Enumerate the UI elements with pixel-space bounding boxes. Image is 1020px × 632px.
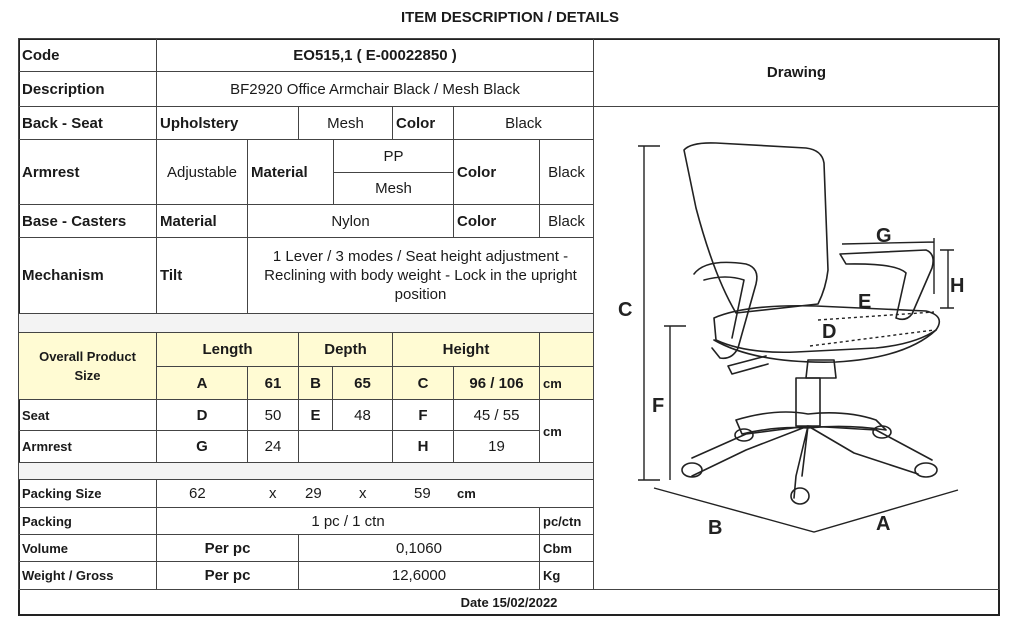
spacer-row-2: [18, 462, 594, 480]
description-value: BF2920 Office Armchair Black / Mesh Black: [156, 71, 594, 107]
base-material-label: Material: [156, 204, 248, 238]
packing-size-row: [156, 479, 594, 508]
upholstery-label: Upholstery: [156, 106, 299, 140]
dim-letter-e: E: [858, 291, 872, 313]
packing-unit-label: pc/ctn: [539, 507, 594, 535]
volume-unit: Cbm: [539, 534, 594, 562]
dim-f-label: F: [392, 399, 454, 431]
caster-left: [682, 463, 702, 477]
dim-b-value: 65: [332, 366, 393, 400]
page-title: ITEM DESCRIPTION / DETAILS: [400, 9, 620, 26]
dim-c-label: C: [392, 366, 454, 400]
overall-unit: cm: [539, 366, 594, 400]
depth-header: Depth: [298, 332, 393, 367]
dim-letter-b: B: [708, 517, 723, 539]
packing-width: 29: [305, 485, 322, 502]
base-color-label: Color: [453, 204, 540, 238]
dim-letter-a: A: [876, 513, 891, 535]
packing-length: 62: [189, 485, 206, 502]
armrest-type: Adjustable: [156, 139, 248, 205]
chair-lever: [728, 356, 768, 374]
back-seat-color-label: Color: [392, 106, 454, 140]
volume-per: Per pc: [156, 534, 299, 562]
description-label: Description: [18, 71, 157, 107]
dim-a-label: A: [156, 366, 248, 400]
height-header-blank: [539, 332, 594, 367]
height-header: Height: [392, 332, 540, 367]
spacer-row: [18, 313, 594, 333]
armrest-color-label: Color: [453, 139, 540, 205]
chair-base-hub: [736, 412, 886, 434]
dim-letter-c: C: [618, 299, 633, 321]
dim-a-value: 61: [247, 366, 299, 400]
weight-unit: Kg: [539, 561, 594, 590]
caster-back-right: [873, 426, 891, 438]
chair-base-legs: [692, 426, 932, 498]
packing-value: 1 pc / 1 ctn: [156, 507, 540, 535]
back-seat-color-value: Black: [453, 106, 594, 140]
base-casters-label: Base - Casters: [18, 204, 157, 238]
mechanism-label: Mechanism: [18, 237, 157, 314]
packing-x-2: x: [359, 485, 367, 502]
dim-letter-f: F: [652, 395, 665, 417]
armrest-material-mesh: Mesh: [333, 172, 454, 205]
armrest-blank: [298, 430, 393, 463]
chair-gas-cylinder: [796, 378, 820, 426]
dim-b-label: B: [298, 366, 333, 400]
mechanism-type: Tilt: [156, 237, 248, 314]
packing-height: 59: [414, 485, 431, 502]
base-color-value: Black: [539, 204, 594, 238]
dim-e-value: 48: [332, 399, 393, 431]
weight-value: 12,6000: [298, 561, 540, 590]
dim-d-value: 50: [247, 399, 299, 431]
length-header: Length: [156, 332, 299, 367]
dim-letter-d: D: [822, 321, 837, 343]
drawing-header: Drawing: [593, 38, 1000, 107]
volume-label: Volume: [18, 534, 157, 562]
armrest-label: Armrest: [18, 139, 157, 205]
upholstery-value: Mesh: [298, 106, 393, 140]
dim-h-label: H: [392, 430, 454, 463]
dim-letter-g: G: [876, 225, 892, 247]
packing-unit: cm: [457, 486, 476, 501]
dim-d-label: D: [156, 399, 248, 431]
caster-right: [915, 463, 937, 477]
dim-line-c-ticks: [638, 146, 660, 480]
seat-armrest-unit: cm: [539, 399, 594, 463]
volume-value: 0,1060: [298, 534, 540, 562]
overall-size-label: Overall Product Size: [18, 332, 157, 400]
chair-left-armrest-inner: [704, 277, 744, 338]
date-footer: Date 15/02/2022: [460, 595, 558, 610]
armrest-material-pp: PP: [333, 139, 454, 173]
mechanism-description: 1 Lever / 3 modes / Seat height adjustment - Reclining with body weight - Lock in the upright position: [247, 237, 594, 314]
chair-backrest-shape: [684, 143, 828, 313]
armrest-material-label: Material: [247, 139, 334, 205]
dim-f-value: 45 / 55: [453, 399, 540, 431]
dim-e-label: E: [298, 399, 333, 431]
code-label: Code: [18, 38, 157, 72]
dim-line-base: [654, 488, 958, 532]
dimension-lines: [638, 146, 958, 532]
back-seat-label: Back - Seat: [18, 106, 157, 140]
dim-h-value: 19: [453, 430, 540, 463]
base-material-value: Nylon: [247, 204, 454, 238]
seat-label: Seat: [18, 399, 157, 431]
packing-label: Packing: [18, 507, 157, 535]
chair-drawing: [596, 108, 996, 548]
dim-letter-h: H: [950, 275, 965, 297]
packing-size-label: Packing Size: [18, 479, 157, 508]
dim-g-value: 24: [247, 430, 299, 463]
dim-g-label: G: [156, 430, 248, 463]
dim-c-value: 96 / 106: [453, 366, 540, 400]
armrest-dims-label: Armrest: [18, 430, 157, 463]
weight-per: Per pc: [156, 561, 299, 590]
weight-label: Weight / Gross: [18, 561, 157, 590]
packing-x-1: x: [269, 485, 277, 502]
armrest-color-value: Black: [539, 139, 594, 205]
chair-outline: [682, 143, 939, 504]
code-value: EO515,1 ( E-00022850 ): [156, 38, 594, 72]
